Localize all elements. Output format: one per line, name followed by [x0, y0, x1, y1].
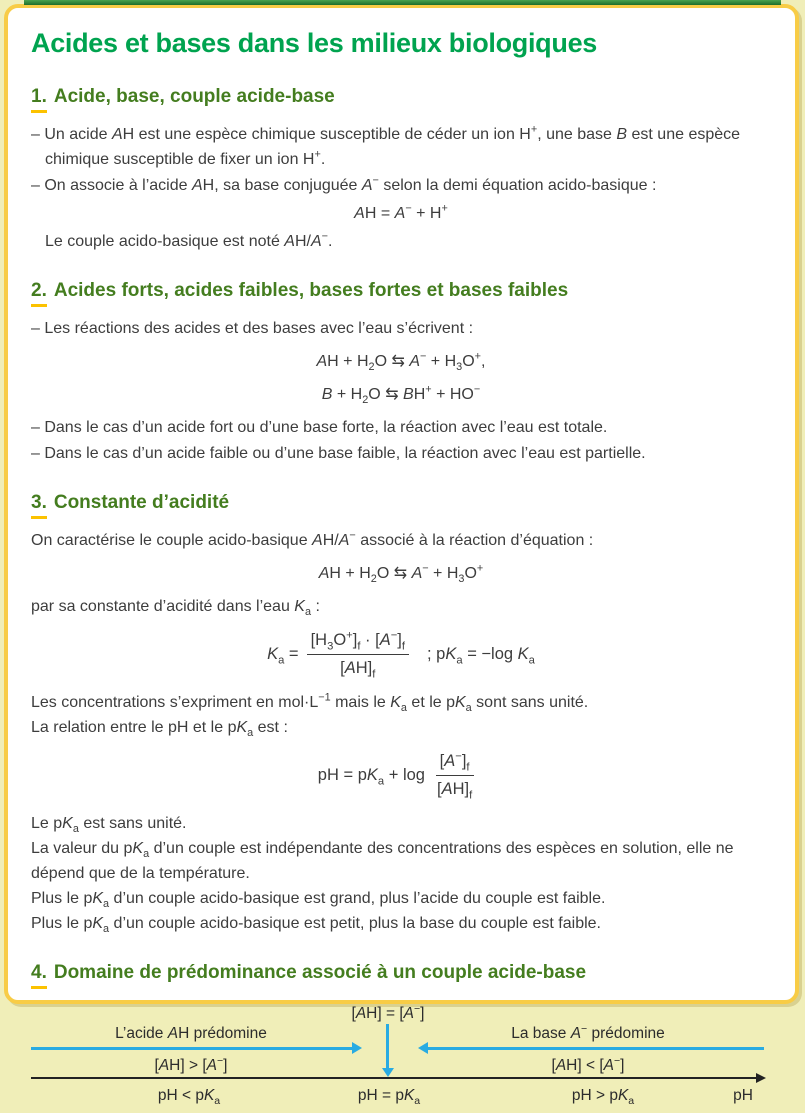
ka-fraction	[307, 629, 409, 680]
ph-formula	[31, 750, 771, 801]
predominance-diagram	[31, 1002, 771, 1113]
pka-unitless-note: Le $pK_a$ est sans unité.	[31, 815, 187, 836]
section-4-title: Domaine de prédominance associé à un couple acide-base	[53, 962, 587, 983]
ph-less-label: pH < $pK_a$	[157, 1087, 221, 1108]
equality-arrow	[386, 1024, 389, 1069]
water-reactions-intro: – Les réactions des acides et des bases avec l’eau s’écrivent :	[31, 320, 474, 337]
section-2-heading	[31, 279, 771, 307]
half-equation: AH = A− + H+	[354, 202, 448, 222]
ka-reaction-equation: AH + $H_2O$ ⇆ $A^- + H_3O^+$	[318, 562, 484, 586]
pka-temperature-note: La valeur du $pK_a$ d’un couple est indépendante des concentrations des espèces en solution, elle ne dépend que de la température.	[31, 840, 734, 882]
weak-acid-line: – Dans le cas d’un acide faible ou d’une base faible, la réaction avec l’eau est partielle.	[31, 445, 646, 462]
ph-numerator: $[A^-]_f$	[436, 750, 474, 776]
ph-greater-label: pH > $pK_a$	[571, 1087, 635, 1108]
conjugate-base-line: – On associe à l’acide AH, sa base conjuguée A− selon la demi équation acido-basique :	[31, 174, 657, 194]
ka-couple-intro: On caractérise le couple acido-basique AH/A− associé à la réaction d’équation :	[31, 529, 594, 549]
section-1-title: Acide, base, couple acide-base	[53, 86, 335, 107]
equality-label: [AH] = [A−]	[351, 1002, 425, 1022]
section-3-title: Constante d’acidité	[53, 492, 230, 513]
pka-large-note: Plus le $pK_a$ d’un couple acido-basique est grand, plus l’acide du couple est faible.	[31, 890, 606, 911]
ph-formula-lhs: pH = $pK_a + \log$	[317, 766, 425, 788]
section-1-heading	[31, 85, 771, 113]
section-4-heading	[31, 961, 771, 989]
acid-domain-arrow	[31, 1047, 353, 1050]
ph-denominator: $[AH]_f$	[436, 780, 473, 802]
lesson-content	[8, 8, 795, 1113]
section-2-number: 2.	[31, 279, 47, 307]
pka-definition: ; $pK_a = -\log$ $K_a$	[426, 645, 535, 667]
ph-axis-end-label: pH	[733, 1087, 753, 1104]
ka-numerator: $[H_3O^+]_f \cdot [A^-]_f$	[307, 629, 409, 655]
acid-base-definition: – Un acide AH est une espèce chimique susceptible de céder un ion H+, une base B est une espèce chimique susceptible de fixer un ion H+.	[31, 123, 741, 168]
section-3-number: 3.	[31, 491, 47, 519]
base-inequality-label: [AH] < [A−]	[551, 1054, 625, 1074]
ph-fraction	[433, 750, 476, 801]
base-water-equation: $B + H_2O$ ⇆ BH+ + HO−	[321, 383, 481, 407]
ph-axis	[31, 1077, 757, 1079]
section-4-number: 4.	[31, 961, 47, 989]
ka-formula	[31, 629, 771, 680]
ka-intro-line: par sa constante d’acidité dans l’eau $K_a$ :	[31, 598, 320, 619]
section-1-number: 1.	[31, 85, 47, 113]
units-note: Les concentrations s’expriment en $mol\cdot L^{-1}$ mais le $K_a$ et le $pK_a$ sont sans unité.	[31, 691, 589, 715]
couple-notation-note: Le couple acido-basique est noté AH/A−.	[45, 230, 333, 250]
acid-water-equation: AH + $H_2O$ ⇆ $A^- + H_3O^+$,	[316, 350, 486, 374]
top-edge-strip	[24, 0, 781, 5]
ka-formula-lhs: $K_a$ =	[267, 645, 299, 667]
strong-acid-line: – Dans le cas d’un acide fort ou d’une base forte, la réaction avec l’eau est totale.	[31, 419, 608, 436]
ph-pka-relation-intro: La relation entre le pH et le $pK_a$ est :	[31, 719, 288, 740]
ph-equal-label: pH = $pK_a$	[357, 1087, 421, 1108]
section-2-title: Acides forts, acides faibles, bases fortes et bases faibles	[53, 280, 569, 301]
pka-small-note: Plus le $pK_a$ d’un couple acido-basique est petit, plus la base du couple est faible.	[31, 915, 601, 936]
acid-inequality-label: [AH] > [A−]	[154, 1054, 228, 1074]
acid-predominates-label: L’acide AH prédomine	[115, 1025, 267, 1042]
ka-denominator: $[AH]_f$	[340, 659, 376, 681]
lesson-card	[4, 4, 799, 1108]
base-predominates-label: La base A− prédomine	[511, 1022, 665, 1042]
page-title: Acides et bases dans les milieux biologiques	[31, 28, 597, 58]
section-3-heading	[31, 491, 771, 519]
base-domain-arrow	[427, 1047, 764, 1050]
